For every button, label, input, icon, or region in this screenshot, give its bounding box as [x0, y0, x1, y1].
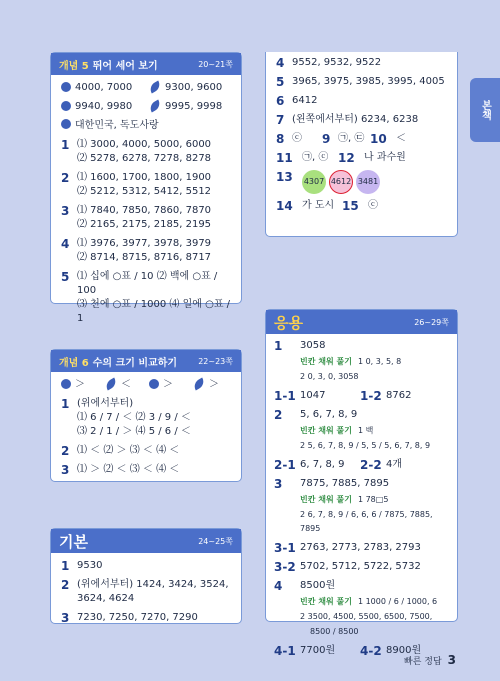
list-item: 1-1 1047 1-2 8762 — [274, 389, 412, 403]
bullet-row: 9940, 9980 9995, 9998 — [61, 100, 231, 114]
card-body — [51, 553, 241, 636]
list-item: 5 3965, 3975, 3985, 3995, 4005 — [276, 75, 445, 89]
card-applied — [265, 309, 458, 658]
hint-row: 2 6, 7, 8, 9 / 6, 6, 6 / 7875, 7885, 7895 — [300, 510, 433, 533]
balloon-row: 13 4307 4612 3481 — [276, 170, 447, 194]
card-body — [51, 75, 241, 337]
card-basic-continued — [265, 52, 458, 237]
concept-number: 개념 5 — [59, 60, 89, 72]
page-footer — [404, 653, 456, 667]
list-item: 1 9530 — [61, 559, 103, 573]
card-head — [51, 529, 241, 553]
hint-row: 빈칸 채워 풀기 1 0, 3, 5, 8 — [300, 357, 402, 366]
list-item: 1 ⑴ 3000, 4000, 5000, 6000 ⑵ 5278, 6278, 7278, 8278 — [61, 138, 212, 164]
hint-row: 빈칸 채워 풀기 1 78□5 — [300, 495, 389, 504]
list-item: 4-1 7700원 4-2 8900원 — [274, 644, 422, 658]
list-item: 4 8500원 — [274, 579, 336, 593]
green-balloon-icon: 4307 — [302, 170, 326, 194]
hint-row: 8500 / 8500 — [310, 627, 359, 636]
list-item: 3 ⑴ ＞ ⑵ ＜ ⑶ ＜ ⑷ ＜ — [61, 463, 180, 477]
list-item: 3 7230, 7250, 7270, 7290 — [61, 611, 198, 625]
leaf-icon — [104, 378, 118, 391]
list-item: 3 7875, 7885, 7895 — [274, 477, 390, 491]
section-title: 응용 — [274, 313, 303, 332]
card-head — [51, 350, 241, 372]
leaf-icon — [148, 81, 162, 94]
list-item: 7 (왼쪽에서부터) 6234, 6238 — [276, 113, 419, 127]
section-title: 기본 — [59, 532, 88, 551]
list-item: 2 ⑴ 1600, 1700, 1800, 1900 ⑵ 5212, 5312, 5412, 5512 — [61, 171, 212, 197]
list-item: 2 ⑴ ＜ ⑵ ＞ ⑶ ＜ ⑷ ＜ — [61, 444, 180, 458]
list-item: 4 9552, 9532, 9522 — [276, 56, 382, 70]
page-range: 22~23쪽 — [198, 356, 233, 366]
card-concept-6 — [50, 349, 242, 482]
symbol-row: ＞ ＜ ＞ ＞ — [61, 378, 231, 392]
list-item: 2 5, 6, 7, 8, 9 — [274, 408, 358, 422]
page-range: 24~25쪽 — [198, 536, 233, 546]
pink-balloon-icon: 4612 — [329, 170, 353, 194]
list-item: 1 3058 — [274, 339, 326, 353]
list-item: 6 6412 — [276, 94, 318, 108]
list-item: 3 ⑴ 7840, 7850, 7860, 7870 ⑵ 2165, 2175, 2185, 2195 — [61, 204, 212, 230]
purple-balloon-icon: 3481 — [356, 170, 380, 194]
list-item: 3-2 5702, 5712, 5722, 5732 — [274, 560, 421, 574]
card-head — [51, 53, 241, 75]
list-item: 1 (위에서부터) ⑴ 6 / 7 / ＜ ⑵ 3 / 9 / ＜ ⑶ 2 / 1 / ＞ ⑷ 5 / 6 / ＜ — [61, 397, 191, 437]
blueberry-icon — [61, 379, 71, 389]
footer-label: 빠른 정답 — [404, 657, 442, 667]
hint-row: 2 3500, 4500, 5500, 6500, 7500, — [300, 612, 433, 621]
hint-row: 빈칸 채워 풀기 1 1000 / 6 / 1000, 6 — [300, 597, 438, 606]
card-body — [266, 52, 457, 224]
bullet-row: 4000, 7000 9300, 9600 — [61, 81, 231, 95]
list-item: 2 (위에서부터) 1424, 3424, 3524, 3624, 4624 — [61, 578, 229, 604]
moon-icon — [149, 379, 159, 389]
cherry-icon — [192, 378, 206, 391]
list-item: 14 가 도시 15 ⓒ — [276, 199, 378, 213]
route-icon — [61, 119, 71, 129]
card-body — [266, 334, 457, 668]
concept-title: 수의 크기 비교하기 — [92, 357, 178, 369]
blueberry-icon — [61, 82, 71, 92]
card-body — [51, 372, 241, 488]
hint-row: 2 0, 3, 0, 3058 — [300, 372, 359, 381]
side-tab[interactable]: 본책 — [470, 78, 500, 142]
moon-icon — [61, 101, 71, 111]
route-row: 대한민국, 독도사랑 — [61, 119, 231, 133]
list-item: 2-1 6, 7, 8, 9 2-2 4개 — [274, 458, 403, 472]
concept-number: 개념 6 — [59, 357, 89, 369]
list-item: 8 ⓒ 9 ㉠, ㉢ 10 ＜ — [276, 132, 406, 146]
concept-title: 뛰어 세어 보기 — [92, 60, 158, 72]
hint-row: 2 5, 6, 7, 8, 9 / 5, 5 / 5, 6, 7, 8, 9 — [300, 441, 431, 450]
page-range: 26~29쪽 — [414, 317, 449, 327]
cherry-icon — [148, 100, 162, 113]
card-basic — [50, 528, 242, 624]
list-item: 11 ㉠, ⓒ 12 나 과수원 — [276, 151, 406, 165]
list-item: 5 ⑴ 십에 ○표 / 10 ⑵ 백에 ○표 / 100 ⑶ 천에 ○표 / 1000 ⑷ 일에 ○표 / 1 — [61, 270, 231, 324]
list-item: 3-1 2763, 2773, 2783, 2793 — [274, 541, 421, 555]
list-item: 4 ⑴ 3976, 3977, 3978, 3979 ⑵ 8714, 8715, 8716, 8717 — [61, 237, 212, 263]
card-head — [266, 310, 457, 334]
hint-row: 빈칸 채워 풀기 1 백 — [300, 426, 374, 435]
page-number: 3 — [447, 653, 456, 667]
card-concept-5 — [50, 52, 242, 324]
page-range: 20~21쪽 — [198, 59, 233, 69]
